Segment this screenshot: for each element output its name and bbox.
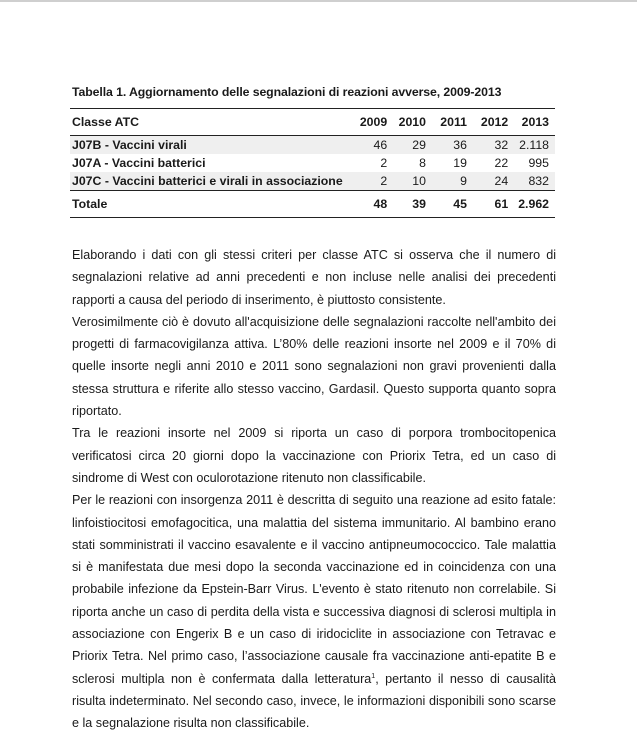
table-total-row — [70, 191, 555, 218]
header-classe-atc: Classe ATC — [72, 115, 139, 129]
total-label: Totale — [72, 197, 108, 211]
cell-value: 832 — [528, 174, 549, 188]
header-2010: 2010 — [398, 115, 426, 129]
cell-value: 46 — [373, 138, 388, 152]
cell-value: 8 — [419, 156, 426, 170]
total-value: 2.962 — [518, 197, 549, 211]
paragraph: Elaborando i dati con gli stessi criteri per classe ATC si osserva che il numero di segnalazioni relative ad anni precedenti e non incluse nelle analisi dei precedenti rapporti a causa del periodo di inserimento, è piuttosto consistente. — [72, 248, 556, 307]
header-2009: 2009 — [359, 115, 388, 129]
adverse-reactions-table — [70, 108, 555, 218]
row-label: J07A - Vaccini batterici — [72, 156, 206, 170]
footnote-reference[interactable]: 1 — [371, 672, 376, 680]
row-label: J07B - Vaccini virali — [72, 138, 187, 152]
cell-value: 24 — [494, 174, 509, 188]
cell-value: 29 — [412, 138, 426, 152]
paragraph-text: , pertanto il nesso di causalità risulta indeterminato. Nel secondo caso, invece, le informazioni disponibili sono scarse e la segnalazione risulta non classificabile. — [72, 671, 556, 731]
total-value: 61 — [494, 197, 509, 211]
cell-value: 9 — [460, 174, 467, 188]
paragraph: Tra le reazioni insorte nel 2009 si riporta un caso di porpora trombocitopenica verificatosi circa 20 giorni dopo la vaccinazione con Priorix Tetra, ed un caso di sindrome di West con oculorotazione ritenuto non classificabile. — [72, 426, 556, 485]
body-text — [72, 244, 556, 735]
cell-value: 22 — [494, 156, 509, 170]
cell-value: 995 — [528, 156, 549, 170]
paragraph: Verosimilmente ciò è dovuto all'acquisizione delle segnalazioni raccolte nell'ambito dei progetti di farmacovigilanza attiva. L’80% delle reazioni insorte nel 2009 e il 70% di quelle insorte negli anni 2010 e 2011 sono segnalazioni non gravi provenienti dalla stessa struttura e riferite allo stesso vaccino, Gardasil. Questo supporta quanto sopra riportato. — [72, 314, 556, 419]
cell-value: 19 — [453, 156, 467, 170]
cell-value: 32 — [494, 138, 509, 152]
row-label: J07C - Vaccini batterici e virali in associazione — [72, 174, 343, 188]
table-header-row — [70, 109, 555, 136]
cell-value: 36 — [453, 138, 467, 152]
paragraph-text: Per le reazioni con insorgenza 2011 è descritta di seguito una reazione ad esito fatale: linfoistiocitosi emofagocitica, una malattia del sistema immunitario. Al bambino erano stati somministrati il vaccino esavalente e il vaccino antipneumococcico. Tale malattia si è manifestata due mesi dopo la seconda vaccinazione ed in coincidenza con una probabile infezione da Epstein-Barr Virus. L'evento è stato ritenuto non correlabile. Si riporta anche un caso di perdita della vista e successiva diagnosi di sclerosi multipla in associazione con Engerix B e un caso di iridociclite in associazione con Tetravac e Priorix Tetra. Nel primo caso, l’associazione causale fra vaccinazione anti-epatite B e sclerosi multipla non è confermata dalla letteratura — [72, 493, 556, 686]
cell-value: 10 — [412, 174, 426, 188]
table-caption: Tabella 1. Aggiornamento delle segnalazioni di reazioni avverse, 2009-2013 — [72, 85, 502, 99]
header-2013: 2013 — [521, 115, 549, 129]
cell-value: 2 — [380, 156, 388, 170]
cell-value: 2 — [380, 174, 388, 188]
paragraph — [72, 489, 556, 734]
total-value: 48 — [373, 197, 388, 211]
cell-value: 2.118 — [519, 138, 549, 152]
header-2011: 2011 — [440, 115, 467, 129]
total-value: 39 — [412, 197, 426, 211]
page-top-border — [0, 0, 637, 2]
table-row — [70, 172, 555, 191]
total-value: 45 — [453, 197, 467, 211]
header-2012: 2012 — [480, 115, 509, 129]
table-row — [70, 136, 555, 155]
table-row — [70, 154, 555, 172]
